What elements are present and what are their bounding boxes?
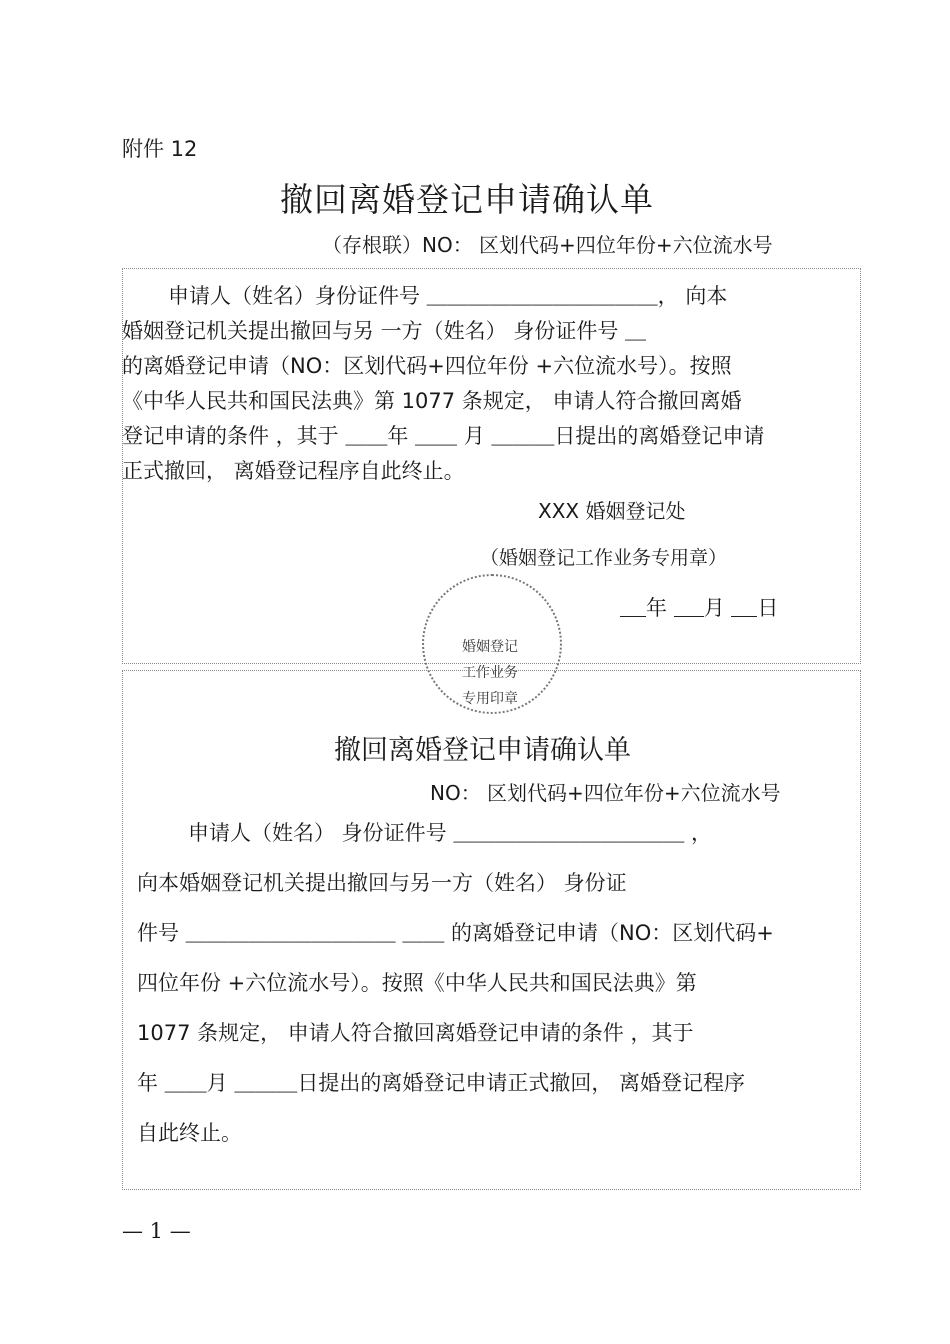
- receipt-line-1: 申请人（姓名） 身份证件号 ＿＿＿＿＿＿＿＿＿＿＿ ，: [188, 821, 713, 845]
- receipt-title: 撤回离婚登记申请确认单: [334, 735, 631, 766]
- page-number: — 1 —: [122, 1219, 191, 1243]
- date-month-label: 月: [703, 596, 725, 620]
- stub-line-2: 婚姻登记机关提出撤回与另 一方（姓名） 身份证件号 ＿: [122, 319, 647, 343]
- stamp-line-3: 专用印章: [462, 691, 518, 707]
- stub-line-1: 申请人（姓名）身份证件号 ＿＿＿＿＿＿＿＿＿＿＿， 向本: [168, 284, 728, 308]
- attachment-label: 附件 12: [122, 137, 198, 161]
- stub-line-6: 正式撤回， 离婚登记程序自此终止。: [122, 459, 465, 483]
- stub-subtitle: （存根联）NO： 区划代码+四位年份+六位流水号: [322, 233, 773, 257]
- receipt-line-2: 向本婚姻登记机关提出撤回与另一方（姓名） 身份证: [137, 871, 627, 895]
- stub-date: [620, 592, 778, 622]
- receipt-line-5: 1077 条规定， 申请人符合撤回离婚登记申请的条件 ，其于: [137, 1021, 694, 1045]
- receipt-line-6: 年 ＿＿月 ＿＿＿日提出的离婚登记申请正式撤回， 离婚登记程序: [137, 1071, 746, 1095]
- date-year-label: 年: [646, 596, 667, 620]
- date-day-label: 日: [757, 596, 779, 620]
- registry-office-name: XXX 婚姻登记处: [538, 499, 686, 523]
- stub-line-3: 的离婚登记申请（NO：区划代码+四位年份 +六位流水号）。按照: [122, 354, 732, 378]
- receipt-line-3: 件号 ＿＿＿＿＿＿＿＿＿＿ ＿＿ 的离婚登记申请（NO：区划代码+: [137, 921, 774, 945]
- receipt-line-7: 自此终止。: [137, 1121, 242, 1145]
- stub-line-5: 登记申请的条件 ，其于 ＿＿年 ＿＿ 月 ＿＿＿日提出的离婚登记申请: [122, 424, 765, 448]
- seal-note: （婚姻登记工作业务专用章）: [480, 547, 728, 569]
- stamp-line-1: 婚姻登记: [462, 639, 518, 655]
- stamp-line-2: 工作业务: [462, 665, 518, 681]
- stub-title: 撤回离婚登记申请确认单: [280, 180, 654, 219]
- stub-line-4: 《中华人民共和国民法典》第 1077 条规定， 申请人符合撤回离婚: [122, 389, 742, 413]
- receipt-line-4: 四位年份 +六位流水号）。按照《中华人民共和国民法典》第: [137, 971, 697, 995]
- receipt-number-format: NO： 区划代码+四位年份+六位流水号: [430, 781, 781, 805]
